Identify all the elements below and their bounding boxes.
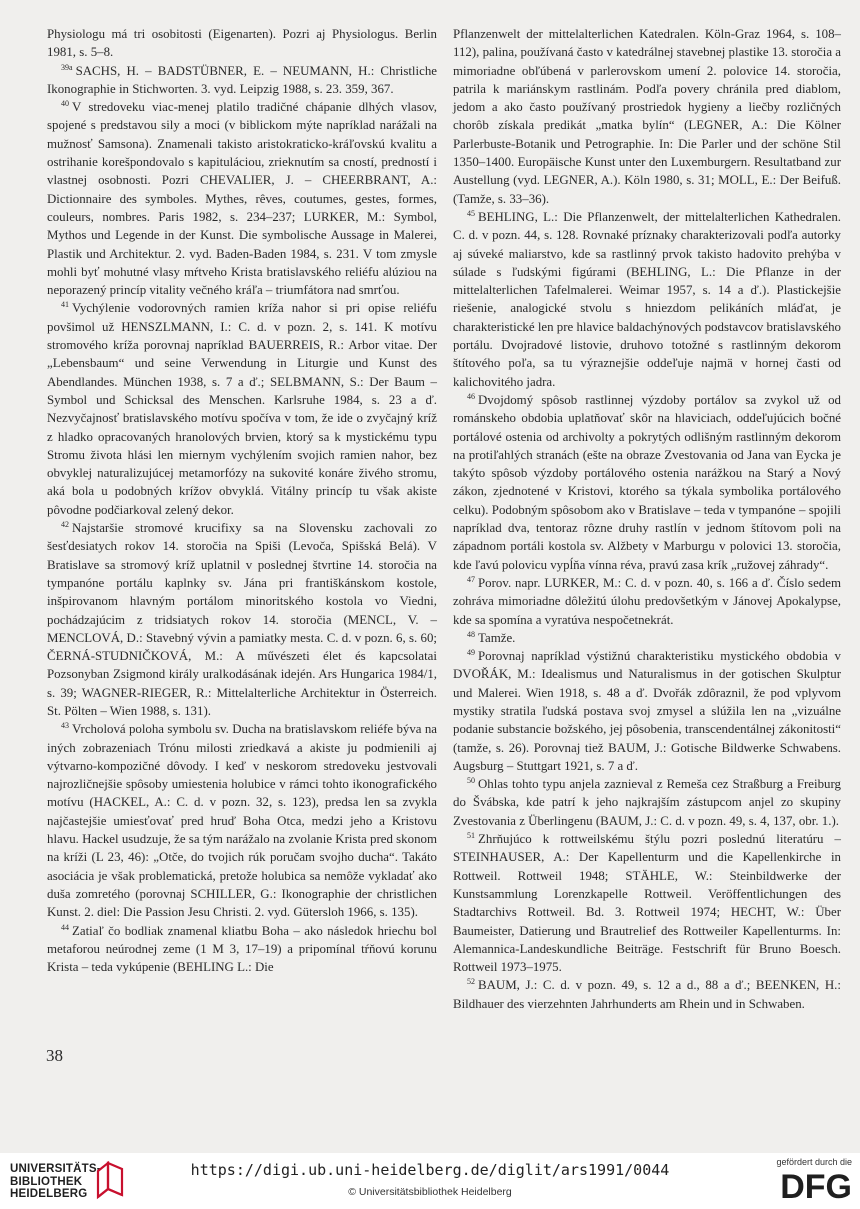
footnote-number: 51 [467,831,475,841]
footnote-number: 44 [61,922,69,932]
page-number: 38 [46,1046,63,1065]
footnote-text: SACHS, H. – BADSTÜBNER, E. – NEUMANN, H.: Christliche Ikonographie in Stichworten. 3. vyd. Leipzig 1988, s. 23. 359, 367. [47,63,437,96]
page-url-link[interactable]: https://digi.ub.uni-heidelberg.de/diglit/ars1991/0044 [190,1161,670,1179]
footnote-number: 42 [61,520,69,530]
left-text-column [47,25,437,976]
footnote-text: V stredoveku viac-menej platilo tradičné chápanie dlhých vlasov, spojené s predstavou sily a moci (v biblickom mýte napríklad narážali na mužnosť Samsona). Znamenali takisto aristokraticko-kráľovskú kvalitu a ostrihanie korešpondovalo s kapituláciou, zrieknutím sa cností, predností i vlastnej osobnosti. Pozri CHEVALIER, J. – CHEERBRANT, A.: Dictionnaire des symboles. Mythes, rêves, coutumes, gestes, formes, couleurs, nombres. Paris 1982, s. 234–237; LURKER, M.: Symbol, Mythos und Legende in der Kunst. Die symbolische Aussage in Malerei, Plastik und Architektur. 2. vyd. Baden-Baden 1984, s. 231. V tom zmysle mohli byť mohutné vlasy mŕtveho Krista bratislavského reliéfu alúziou na neporazený princíp vitality večného kráľa – triumfátora nad smrťou. [47,100,437,298]
footnote-paragraph [453,574,841,629]
footnote-number: 40 [61,99,69,109]
footnote-paragraph [47,62,437,99]
footnote-text: Dvojdomý spôsob rastlinnej výzdoby portálov sa zvykol už od románskeho obdobia uplatňovať skôr na hlaviciach, oddeľujúcich bočné portálové ostenia od archivolty a pokrytých odlišným rastlinným dekorom na protiľahlých stranách (ešte na obraze Zvestovania od Jana van Eycka je takýto spôsob výzdoby portálového ostenia narážkou na Starý a Nový zákon, zjednotené v Kristovi, ktorého sa týkala symbolika portálového celku). Podobným spôsobom ako v Bratislave – teda v tympanóne – spojili napríklad dva, tentoraz rôzne druhy rastlín v jednom štítovom poli na západnom portáli kostola sv. Alžbety v Marburgu v polovici 13. storočia, kde ľavú polovicu vypĺňa vínna réva, pravú zasa krík „ružovej záhrady“. [453,392,841,572]
footnote-paragraph [47,98,437,299]
footnote-paragraph [453,830,841,976]
footnote-paragraph [47,720,437,921]
library-name-line1: UNIVERSITÄTS- [10,1163,101,1175]
footnote-number: 50 [467,776,475,786]
footnote-text: Vychýlenie vodorovných ramien kríža nahor si pri opise reliéfu povšimol už HENSZLMANN, I.: C. d. v pozn. 2, s. 141. K motívu stromového kríža porovnaj napríklad BAUERREIS, R.: Arbor vitae. Der „Lebensbaum“ und seine Verwendung in Liturgie und Kunst des Abendlandes. München 1938, s. 7 a ď.; SELBMANN, S.: Der Baum – Symbol und Schicksal des Menschen. Karlsruhe 1984, s. 23 a ď. Nezvyčajnosť bratislavského motívu spočíva v tom, že ide o zvyčajný kríž z hladko opracovaných hranolových brvien, ktorý sa k mystickému typu Stromu života hlási len miernym vychýlením svojich ramien nahor, bez obvyklej naturalizujúcej metamorfózy na sukovité konáre živého stromu, aká bola u podobných krížov obvyklá. Vitálny princíp tu však akiste pôvodne podčiarkoval zelený dekor. [47,301,437,517]
footnote-paragraph [453,629,841,647]
footer-bar [0,1153,860,1209]
dfg-logo-icon [762,1169,852,1201]
footnote-number: 47 [467,574,475,584]
footnote-paragraph [453,391,841,574]
footnote-paragraph [453,208,841,391]
footnote-paragraph [47,519,437,720]
footnote-number: 49 [467,648,475,658]
footnote-text: Najstaršie stromové krucifixy sa na Slovensku zachovali zo šesťdesiatych rokov 14. storočia na Spiši (Levoča, Spišská Belá). V Bratislave sa stromový kríž uplatnil v poslednej štvrtine 14. storočia na tympanóne portálu kaplnky sv. Jána pri františkánskom kostole, inšpirovanom hlavným portálom minoritského kostola vo Viedni, pochádzajúcim z tridsiatych rokov 14. storočia (MENCL, V. – MENCLOVÁ, D.: Stavebný vývin a pamiatky mesta. C. d. v pozn. 6, s. 60; ČERNÁ-STUDNIČKOVÁ, M.: A művészeti élet és kapcsolatai Pozsonyban Zsigmond király uralkodásának idején. Ars Hungarica 1984/1, s. 39; WAGNER-RIEGER, R.: Mittelalterliche Architektur in Österreich. St. Pölten – Wien 1988, s. 131). [47,521,437,718]
footnote-paragraph [47,299,437,519]
footnote-paragraph [453,25,841,208]
footnote-text: Zatiaľ čo bodliak znamenal kliatbu Boha – ako následok hriechu bol metaforou neúrodnej zeme (1 M 3, 17–19) a pripomínal tŕňovú korunu Krista – teda vykúpenie (BEHLING L.: Die [47,923,437,975]
footnote-number: 45 [467,208,475,218]
right-text-column [453,25,841,1013]
copyright-notice: © Universitätsbibliothek Heidelberg [348,1186,512,1198]
library-name-line2: BIBLIOTHEK [10,1175,83,1188]
footnote-text: Porov. napr. LURKER, M.: C. d. v pozn. 40, s. 166 a ď. Číslo sedem zohráva mimoriadne dôležitú úlohu predovšetkým v Jánovej Apokalypse, kde sa spomína a vyratúva nespočetnekrát. [453,575,841,627]
funding-caption: gefördert durch die [776,1157,852,1167]
footnote-text: Ohlas tohto typu anjela zaznieval z Remeša cez Straßburg a Freiburg do Švábska, kde patrí k jeho najkrajším zástupcom anjel zo skupiny Zvestovania z Überlingenu (BAUM, J.: C. d. v pozn. 49, s. 4, 137, obr. 1.). [453,777,841,828]
footnote-paragraph [453,647,841,775]
footnote-text: Porovnaj napríklad výstižnú charakteristiku mystického obdobia v DVOŘÁK, M.: Idealismus und Naturalismus in der gotischen Skulptur und Malerei. Wien 1918, s. 48 a ď. Dvořák zdôraznil, že pod vplyvom mystiky stratila ľudská postava svoj zmysel a slúžila len na „vizuálne podanie substancie božského, jej pôsobenia, transcendentálnej zákonitosti“ (tamže, s. 26). Porovnaj tiež BAUM, J.: Gotische Bildwerke Schwabens. Augsburg – Stuttgart 1921, s. 7 a ď. [453,649,841,773]
footnote-number: 46 [467,391,475,401]
footnote-number: 41 [61,300,69,310]
footnote-text: Tamže. [478,630,516,645]
footnote-paragraph [453,775,841,830]
library-name-line3: HEIDELBERG [10,1188,88,1200]
footnote-number: 39a [61,62,73,72]
footnote-number: 43 [61,721,69,731]
footnote-number: 52 [467,977,475,987]
dfg-logo-text: DFG [780,1169,852,1201]
funder-logo[interactable] [762,1157,852,1205]
footnote-paragraph [453,976,841,1013]
footnote-paragraph [47,25,437,62]
footnote-text: Zhrňujúco k rottweilskému štýlu pozri poslednú literatúru – STEINHAUSER, A.: Der Kapellenturm und die Kapellenkirche in Rottweil. Rottweil 1948; STÄHLE, W.: Steinbildwerke der Kunstsammlung Lorenzkapelle Rottweil. Veröffentlichungen des Stadtarchivs Rottweil. Bd. 3. Rottweil 1974; HECHT, W.: Über Baumeister, Datierung und Brautrelief des Rottweiler Kapellenturms. In: Alemannica-Landeskundliche Beiträge. Festschrift für Bruno Boesch. Rottweil 1973–1975. [453,832,841,975]
footnote-paragraph [47,922,437,977]
footnote-number: 48 [467,629,475,639]
footnote-text: Physiologu má tri osobitosti (Eigenarten). Pozri aj Physiologus. Berlin 1981, s. 5–8. [47,27,437,60]
footnote-text: BAUM, J.: C. d. v pozn. 49, s. 12 a d., 88 a ď.; BEENKEN, H.: Bildhauer des vierzehnten Jahrhunderts am Rhein und in Schwaben. [453,978,841,1011]
footnote-text: Pflanzenwelt der mittelalterlichen Katedralen. Köln-Graz 1964, s. 108–112), palina, používaná často v katedrálnej stavebnej plastike 13. storočia a mimoriadne obľúbená v parlerovskom umení 2. polovice 14. storočia, patrila k mariánskym rastlinám. Podľa povery chránila pred diablom, jedom a ako často používaný prostriedok hygieny a liečby rozličných chorôb získala predikát „matka bylín“ (LEGNER, A.: Die Kölner Parlerbuste-Botanik und Petrographie. In: Die Parler und der schöne Stil 1350–1400. Europäische Kunst unter den Luxemburgern. Resultatband zur Austellung (vyd. LEGNER, A.). Köln 1980, s. 31; MOLL, E.: Der Beifuß. (Tamže, s. 33–36). [453,27,841,206]
footnote-text: BEHLING, L.: Die Pflanzenwelt, der mittelalterlichen Kathedralen. C. d. v pozn. 44, s. 128. Rovnaké príznaky charakterizovali podľa autorky aj súveké maliarstvo, kde sa rastlinný prvok takisto hadovito prehýba v súlade s ľudskými figúrami (BEHLING, L.: Die Pflanze in der mittelalterlichen Tafelmalerei. Weimar 1957, s. 14 a ď.). Plastickejšie riešenie, analogické stvolu s hniezdom pelikáních mláďat, je charakteristické len pre hlavice baldachýnových podstavcov bratislavského portálu. Dvojradové listovie, druhovo totožné s rastlinným dekorom štítového poľa, sa tu výraznejšie oddeľuje najmä v hornej časti od kalichovitého jadra. [453,209,842,389]
footnote-text: Vrcholová poloha symbolu sv. Ducha na bratislavskom reliéfe býva na iných zobrazeniach Trónu milosti zriedkavá a akiste ju podmienili aj výtvarno-kompozičné dôvody. I keď v neskorom stredoveku jestvovali najrozličnejšie spôsoby umiestenia holubice v rámci tohto ikonografického motívu (HACKEL, A.: C. d. v pozn. 32, s. 123), predsa len sa zvykla najčastejšie umiesťovať pred hruď Boha Otca, medzi jeho a Kristovu hlavu. Hackel usudzuje, že sa tým narážalo na zvolanie Krista pred skonom na kríži (L 23, 46): „Otče, do tvojich rúk poručam svojho ducha“. Takáto asociácia je však problematická, pretože holubica sa nemôže vykladať ako duša zomretého (porovnaj SCHILLER, G.: Ikonographie der christlichen Kunst. 2. diel: Die Passion Jesu Christi. 2. vyd. Gütersloh 1966, s. 135). [47,722,437,920]
